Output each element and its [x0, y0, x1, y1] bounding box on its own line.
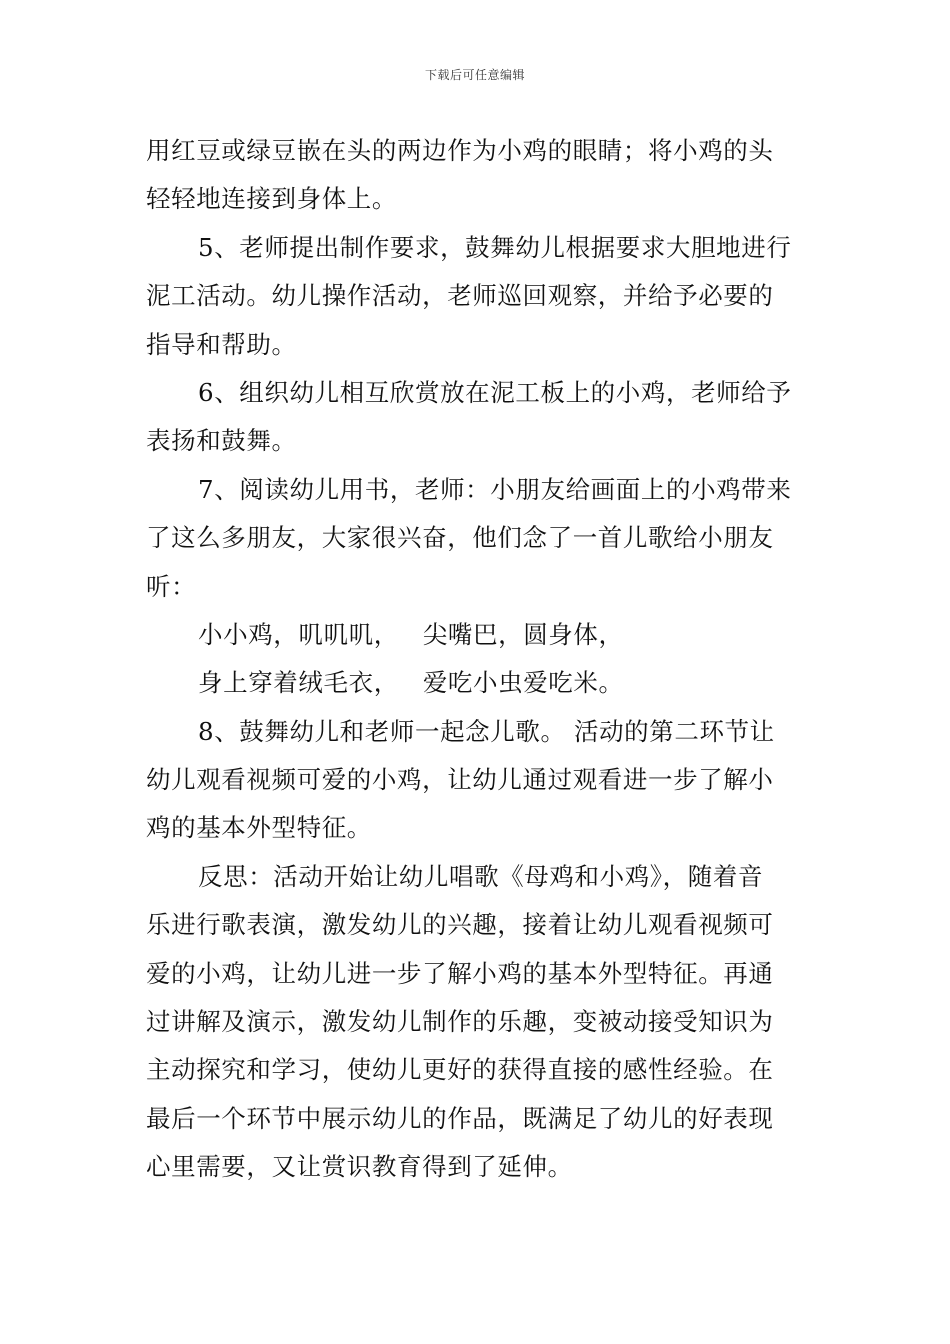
paragraph	[146, 224, 810, 369]
paragraph	[146, 466, 810, 611]
text-line: 最后一个环节中展示幼儿的作品，既满足了幼儿的好表现	[146, 1103, 774, 1133]
text-line: 6、组织幼儿相互欣赏放在泥工板上的小鸡，老师给予	[198, 377, 792, 407]
poem-part: 身上穿着绒毛衣，	[198, 668, 399, 698]
text-line: 7、阅读幼儿用书，老师：小朋友给画面上的小鸡带来	[198, 474, 792, 504]
document-body	[146, 127, 810, 1192]
poem-line	[146, 611, 810, 659]
paragraph	[146, 708, 810, 853]
text-line: 表扬和鼓舞。	[146, 426, 297, 456]
text-line: 乐进行歌表演，激发幼儿的兴趣，接着让幼儿观看视频可	[146, 910, 774, 940]
text-line: 指导和帮助。	[146, 329, 297, 359]
poem-part: 小小鸡，叽叽叽，	[198, 619, 399, 649]
text-line: 鸡的基本外型特征。	[146, 813, 372, 843]
poem	[146, 611, 810, 708]
paragraph	[146, 127, 810, 224]
text-line: 用红豆或绿豆嵌在头的两边作为小鸡的眼睛；将小鸡的头	[146, 136, 774, 165]
text-line: 反思：活动开始让幼儿唱歌《母鸡和小鸡》，随着音	[198, 861, 764, 891]
text-line: 心里需要，又让赏识教育得到了延伸。	[146, 1152, 573, 1182]
text-line: 过讲解及演示，激发幼儿制作的乐趣，变被动接受知识为	[146, 1007, 774, 1037]
page-header: 下载后可任意编辑	[424, 68, 525, 82]
text-line: 主动探究和学习，使幼儿更好的获得直接的感性经验。在	[146, 1055, 774, 1085]
poem-part: 爱吃小虫爱吃米。	[422, 668, 624, 698]
text-line: 泥工活动。幼儿操作活动，老师巡回观察，并给予必要的	[146, 281, 774, 311]
text-line: 8、鼓舞幼儿和老师一起念儿歌。 活动的第二环节让	[198, 716, 775, 746]
text-line: 幼儿观看视频可爱的小鸡，让幼儿通过观看进一步了解小	[146, 765, 774, 795]
text-line: 了这么多朋友，大家很兴奋，他们念了一首儿歌给小朋友	[146, 523, 774, 553]
poem-line	[146, 659, 810, 707]
text-line: 5、老师提出制作要求，鼓舞幼儿根据要求大胆地进行	[198, 232, 792, 262]
paragraph	[146, 853, 810, 1192]
paragraph	[146, 369, 810, 466]
text-line: 爱的小鸡，让幼儿进一步了解小鸡的基本外型特征。再通	[146, 958, 774, 988]
text-line: 听：	[146, 571, 197, 601]
poem-part: 尖嘴巴，圆身体，	[422, 619, 624, 649]
text-line: 轻轻地连接到身体上。	[146, 184, 397, 214]
